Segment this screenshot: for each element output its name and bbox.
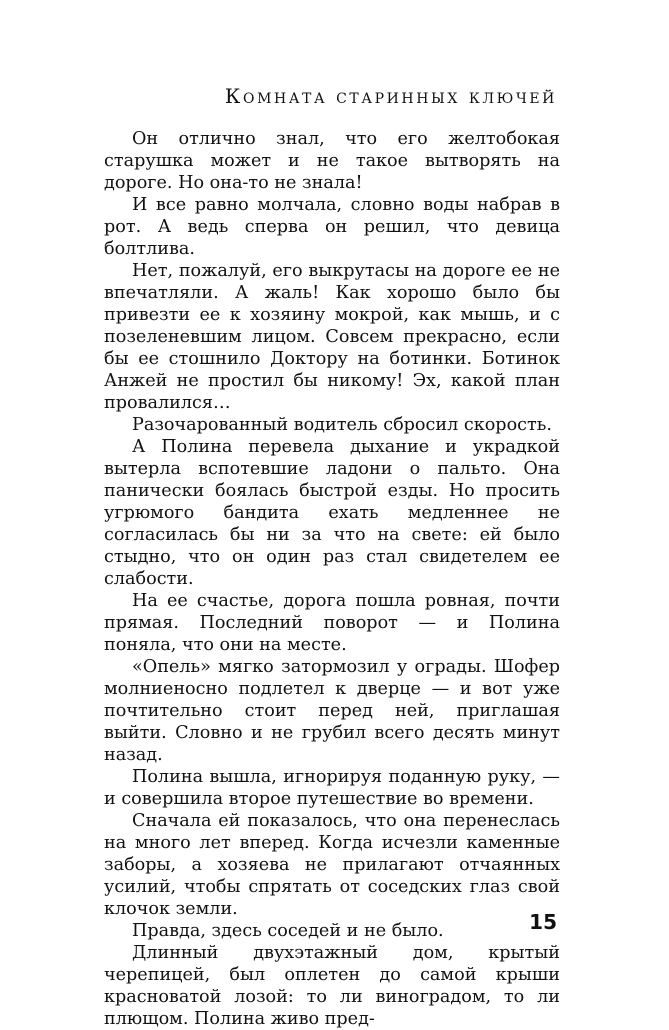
paragraph-5: А Полина перевела дыхание и украдкой вытерла вспотевшие ладони о пальто. Она панически боялась быстрой езды. Но просить угрюмого бандита ехать медленнее не согласилась бы ни за что на свете: ей было стыдно, что он один раз стал свидетелем ее слабости. bbox=[104, 437, 560, 589]
paragraph-9: Сначала ей показалось, что она перенеслась на много лет вперед. Когда исчезли каменные заборы, а хозяева не прилагают отчаянных усилий, чтобы спрятать от соседских глаз свой клочок земли. bbox=[104, 811, 560, 919]
paragraph-11: Длинный двухэтажный дом, крытый черепицей, был оплетен до самой крыши красноватой лозой: то ли виноградом, то ли плющом. Полина живо пред- bbox=[104, 943, 560, 1029]
paragraph-8: Полина вышла, игнорируя поданную руку, — и совершила второе путешествие во времени. bbox=[104, 767, 560, 809]
running-title: Комната старинных ключей bbox=[224, 84, 557, 108]
page-number: 15 bbox=[529, 910, 557, 934]
paragraph-1: Он отлично знал, что его желтобокая старушка может и не такое вытворять на дороге. Но она-то не знала! bbox=[104, 129, 560, 193]
paragraph-7: «Опель» мягко затормозил у ограды. Шофер молниеносно подлетел к дверце — и вот уже почтительно стоит перед ней, приглашая выйти. Словно и не грубил всего десять минут назад. bbox=[104, 657, 560, 765]
paragraph-4: Разочарованный водитель сбросил скорость. bbox=[132, 415, 552, 435]
paragraph-3: Нет, пожалуй, его выкрутасы на дороге ее не впечатляли. А жаль! Как хорошо было бы привезти ее к хозяину мокрой, как мышь, и с позеленевшим лицом. Совсем прекрасно, если бы ее стошнило Доктору на ботинки. Ботинок Анжей не простил бы никому! Эх, какой план провалился… bbox=[104, 261, 560, 413]
body-text bbox=[104, 128, 560, 1030]
paragraph-10: Правда, здесь соседей и не было. bbox=[132, 921, 444, 941]
paragraph-6: На ее счастье, дорога пошла ровная, почти прямая. Последний поворот — и Полина поняла, что они на месте. bbox=[104, 591, 560, 655]
paragraph-2: И все равно молчала, словно воды набрав в рот. А ведь сперва он решил, что девица болтлива. bbox=[104, 195, 560, 259]
